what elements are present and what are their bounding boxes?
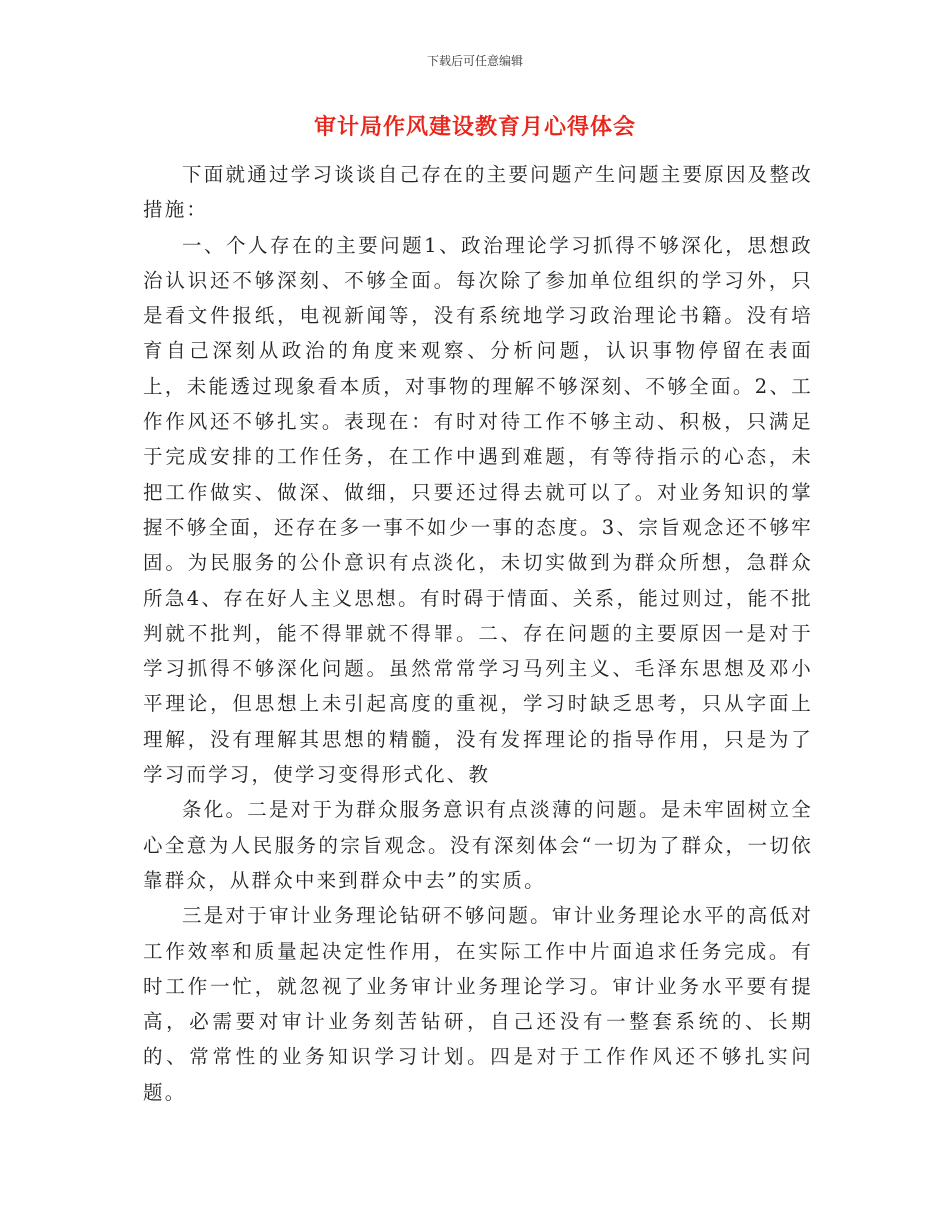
document-body <box>143 157 813 1110</box>
paragraph-service-awareness: 条化。二是对于为群众服务意识有点淡薄的问题。是未牢固树立全心全意为人民服务的宗旨观念。没有深刻体会“一切为了群众，一切依靠群众，从群众中来到群众中去”的实质。 <box>143 798 813 892</box>
document-title: 审计局作风建设教育月心得体会 <box>313 115 636 140</box>
paragraph-problems: 一、个人存在的主要问题1、政治理论学习抓得不够深化，思想政治认识还不够深刻、不够全面。每次除了参加单位组织的学习外，只是看文件报纸，电视新闻等，没有系统地学习政治理论书籍。没有培育自己深刻从政治的角度来观察、分析问题，认识事物停留在表面上，未能透过现象看本质，对事物的理解不够深刻、不够全面。2、工作作风还不够扎实。表现在：有时对待工作不够主动、积极，只满足于完成安排的工作任务，在工作中遇到难题，有等待指示的心态，未把工作做实、做深、做细，只要还过得去就可以了。对业务知识的掌握不够全面，还存在多一事不如少一事的态度。3、宗旨观念还不够牢固。为民服务的公仆意识有点淡化，未切实做到为群众所想，急群众所急4、存在好人主义思想。有时碍于情面、关系，能过则过，能不批判就不批判，能不得罪就不得罪。二、存在问题的主要原因一是对于学习抓得不够深化问题。虽然常常学习马列主义、毛泽东思想及邓小平理论，但思想上未引起高度的重视，学习时缺乏思考，只从字面上理解，没有理解其思想的精髓，没有发挥理论的指导作用，只是为了学习而学习，使学习变得形式化、教 <box>143 233 813 787</box>
paragraph-intro: 下面就通过学习谈谈自己存在的主要问题产生问题主要原因及整改措施： <box>143 163 813 222</box>
page-header: 下载后可任意编辑 <box>426 54 523 68</box>
paragraph-audit-theory: 三是对于审计业务理论钻研不够问题。审计业务理论水平的高低对工作效率和质量起决定性作用，在实际工作中片面追求任务完成。有时工作一忙，就忽视了业务审计业务理论学习。审计业务水平要有提高，必需要对审计业务刻苦钻研，自己还没有一整套系统的、长期的、常常性的业务知识学习计划。四是对于工作作风还不够扎实问题。 <box>143 904 813 1104</box>
